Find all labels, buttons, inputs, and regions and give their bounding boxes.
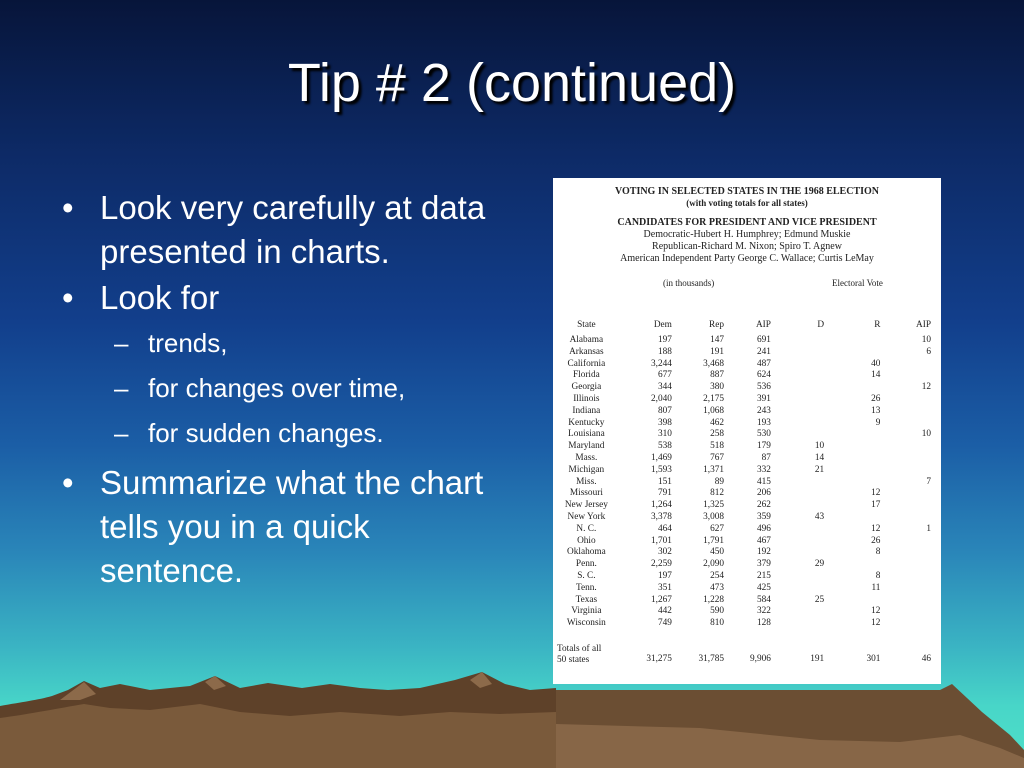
candidates-title: CANDIDATES FOR PRESIDENT AND VICE PRESIDENT [617, 217, 877, 228]
value-cell: 530 [757, 429, 771, 440]
value-cell [824, 429, 880, 441]
value-cell [771, 524, 824, 536]
totals-cell: 46 [921, 654, 931, 665]
value-cell: 9 [875, 417, 881, 428]
value-cell: 538 [657, 441, 672, 452]
value-cell: 179 [757, 441, 771, 452]
value-cell: 14 [871, 370, 881, 381]
value-cell: 584 [757, 594, 771, 605]
totals-label [553, 644, 620, 666]
value-cell: 17 [871, 500, 881, 511]
value-cell [771, 500, 824, 512]
document-heading: VOTING IN SELECTED STATES IN THE 1968 ELECTION [614, 186, 880, 197]
value-cell [880, 441, 941, 453]
value-cell [880, 370, 941, 382]
value-cell [771, 583, 824, 595]
value-cell [880, 571, 941, 583]
value-cell: 13 [871, 405, 881, 416]
table-row [553, 406, 941, 418]
table-row [553, 606, 941, 618]
value-cell [771, 370, 824, 382]
value-cell [824, 512, 880, 524]
table-row [553, 512, 941, 524]
value-cell: 1,791 [703, 535, 725, 546]
value-cell: 536 [757, 382, 771, 393]
value-cell: 2,175 [703, 393, 725, 404]
table-row [553, 618, 941, 630]
value-cell: 8 [875, 547, 881, 558]
value-cell: 7 [926, 476, 931, 487]
table-row [553, 465, 941, 477]
value-cell: 442 [657, 606, 672, 617]
value-cell [771, 394, 824, 406]
state-cell: Michigan [568, 464, 605, 475]
value-cell: 344 [657, 382, 672, 393]
bullet-item [58, 276, 498, 320]
totals-cell: 191 [810, 654, 825, 665]
electoral-vote-label: Electoral Vote [832, 278, 883, 288]
state-cell: Wisconsin [566, 618, 606, 629]
value-cell: 10 [921, 335, 931, 345]
state-cell: Mass. [575, 452, 598, 463]
value-cell: 302 [657, 547, 672, 558]
value-cell [824, 453, 880, 465]
value-cell: 10 [921, 429, 931, 440]
value-cell: 12 [871, 606, 881, 617]
value-cell: 807 [657, 405, 672, 416]
sub-bullet-item [58, 371, 498, 405]
value-cell [880, 453, 941, 465]
bullet-text: Summarize what the chart tells you in a quick sentence. [100, 464, 484, 589]
totals-label-line: 50 states [557, 654, 590, 665]
value-cell: 1,593 [650, 464, 672, 475]
value-cell: 197 [657, 570, 672, 581]
bullet-item [58, 186, 498, 274]
bullet-text: Look very carefully at data presented in charts. [100, 189, 486, 270]
value-cell: 197 [657, 335, 672, 345]
value-cell [880, 595, 941, 607]
value-cell: 12 [871, 618, 881, 629]
value-cell [880, 359, 941, 371]
value-cell [771, 418, 824, 430]
value-cell: 691 [757, 335, 771, 345]
value-cell: 3,378 [650, 511, 672, 522]
value-cell [824, 441, 880, 453]
value-cell: 151 [657, 476, 672, 487]
state-cell: Oklahoma [567, 547, 606, 558]
value-cell [771, 606, 824, 618]
totals-cell: 301 [866, 654, 881, 665]
value-cell: 473 [710, 582, 725, 593]
value-cell [880, 394, 941, 406]
value-cell: 3,468 [703, 358, 725, 369]
value-cell: 3,244 [650, 358, 672, 369]
value-cell: 188 [657, 346, 672, 357]
candidate-line: Democratic-Hubert H. Humphrey; Edmund Muskie [643, 229, 851, 240]
value-cell [824, 382, 880, 394]
table-row [553, 536, 941, 548]
value-cell [771, 571, 824, 583]
state-cell: Florida [572, 370, 600, 381]
value-cell [824, 559, 880, 571]
value-cell: 12 [871, 523, 881, 534]
value-cell [771, 618, 824, 630]
value-cell [880, 547, 941, 559]
value-cell: 467 [757, 535, 771, 546]
value-cell [880, 536, 941, 548]
value-cell: 10 [814, 441, 825, 452]
table-row [553, 359, 941, 371]
table-row [553, 382, 941, 394]
value-cell: 2,090 [703, 559, 725, 570]
bullet-list [58, 186, 498, 595]
table-row [553, 335, 941, 347]
state-cell: Indiana [572, 405, 601, 416]
sub-bullet-item [58, 326, 498, 360]
state-cell: Alabama [569, 335, 604, 345]
value-cell: 810 [710, 618, 725, 629]
value-cell: 25 [814, 594, 825, 605]
bullet-text: Look for [100, 279, 220, 316]
candidate-line: American Independent Party George C. Wallace; Curtis LeMay [620, 253, 874, 264]
totals-label-line: Totals of all [557, 643, 602, 654]
value-cell: 1 [926, 523, 931, 534]
table-row [553, 524, 941, 536]
value-cell: 21 [814, 464, 825, 475]
table-row [553, 453, 941, 465]
value-cell: 26 [871, 535, 881, 546]
state-cell: California [567, 358, 606, 369]
sub-bullet-text: for sudden changes. [148, 418, 384, 448]
value-cell: 43 [814, 511, 825, 522]
sub-bullet-mark: – [114, 328, 129, 358]
value-cell: 627 [710, 523, 725, 534]
value-cell: 191 [710, 346, 725, 357]
value-cell [880, 406, 941, 418]
bullet-mark: • [62, 279, 74, 316]
value-cell: 379 [757, 559, 771, 570]
value-cell [771, 429, 824, 441]
value-cell [880, 606, 941, 618]
sub-bullet-text: trends, [148, 328, 228, 358]
value-cell [771, 359, 824, 371]
value-cell: 3,008 [703, 511, 725, 522]
totals-cell: 31,275 [646, 654, 672, 665]
state-cell: New Jersey [564, 500, 608, 511]
slide-title: Tip # 2 (continued) [287, 53, 737, 113]
value-cell: 310 [657, 429, 672, 440]
value-cell: 2,040 [650, 393, 672, 404]
value-cell: 26 [871, 393, 881, 404]
value-cell: 14 [814, 452, 825, 463]
totals-cell: 9,906 [750, 654, 771, 665]
value-cell [880, 618, 941, 630]
column-header: State [577, 320, 596, 330]
value-cell: 1,469 [650, 452, 672, 463]
state-cell: Miss. [576, 476, 597, 487]
value-cell: 487 [757, 358, 771, 369]
table-row [553, 571, 941, 583]
value-cell [771, 536, 824, 548]
state-cell: Texas [575, 594, 598, 605]
table-row [553, 394, 941, 406]
value-cell: 241 [757, 346, 771, 357]
table-row [553, 583, 941, 595]
election-data-image [553, 178, 941, 684]
value-cell [880, 488, 941, 500]
value-cell [824, 335, 880, 347]
state-cell: Missouri [569, 488, 603, 499]
value-cell: 40 [871, 358, 881, 369]
value-cell: 677 [657, 370, 672, 381]
table-row [553, 429, 941, 441]
units-row [553, 278, 941, 292]
value-cell: 8 [875, 570, 881, 581]
value-cell [771, 382, 824, 394]
value-cell: 380 [710, 382, 725, 393]
units-label: (in thousands) [663, 278, 715, 288]
value-cell [771, 488, 824, 500]
column-header: AIP [755, 320, 771, 330]
value-cell: 243 [757, 405, 771, 416]
value-cell [771, 406, 824, 418]
value-cell: 6 [926, 346, 931, 357]
value-cell: 359 [757, 511, 771, 522]
column-header: AIP [916, 320, 931, 330]
state-cell: Maryland [568, 441, 605, 452]
table-row [553, 441, 941, 453]
value-cell: 624 [757, 370, 771, 381]
value-cell: 462 [710, 417, 725, 428]
value-cell: 12 [871, 488, 881, 499]
value-cell [824, 347, 880, 359]
spacer-row [553, 630, 941, 644]
table-row [553, 500, 941, 512]
state-cell: S. C. [577, 570, 596, 581]
value-cell: 1,264 [650, 500, 672, 511]
state-cell: Georgia [571, 382, 602, 393]
state-cell: Penn. [575, 559, 597, 570]
value-cell [880, 559, 941, 571]
bullet-mark: • [62, 464, 74, 501]
value-cell [880, 512, 941, 524]
totals-cell: 31,785 [698, 654, 725, 665]
candidate-line: Republican-Richard M. Nixon; Spiro T. Agnew [652, 241, 842, 252]
table-row [553, 559, 941, 571]
table-row [553, 547, 941, 559]
value-cell: 496 [757, 523, 771, 534]
table-row [553, 477, 941, 489]
state-cell: Ohio [577, 535, 596, 546]
value-cell: 322 [757, 606, 771, 617]
value-cell: 1,228 [703, 594, 725, 605]
value-cell: 791 [657, 488, 672, 499]
table-header-row [553, 315, 941, 335]
table-row [553, 418, 941, 430]
value-cell: 518 [710, 441, 725, 452]
state-cell: New York [567, 511, 606, 522]
state-cell: Kentucky [568, 417, 605, 428]
state-cell: Louisiana [568, 429, 605, 440]
value-cell: 254 [710, 570, 725, 581]
bullet-item [58, 461, 498, 593]
value-cell: 464 [657, 523, 672, 534]
value-cell: 2,259 [650, 559, 672, 570]
state-cell: Arkansas [569, 346, 604, 357]
column-header: D [817, 320, 825, 330]
value-cell: 215 [757, 570, 771, 581]
value-cell: 450 [710, 547, 725, 558]
value-cell [771, 477, 824, 489]
table-row [553, 347, 941, 359]
column-header: Rep [709, 320, 725, 330]
table-row [553, 595, 941, 607]
value-cell: 1,701 [650, 535, 672, 546]
value-cell [771, 547, 824, 559]
value-cell: 590 [710, 606, 725, 617]
value-cell: 398 [657, 417, 672, 428]
document-subheading: (with voting totals for all states) [686, 198, 808, 208]
value-cell: 1,068 [703, 405, 725, 416]
value-cell: 11 [871, 582, 881, 593]
value-cell: 767 [710, 452, 725, 463]
value-cell [880, 583, 941, 595]
state-cell: Virginia [571, 606, 602, 617]
value-cell: 425 [757, 582, 771, 593]
table-row [553, 488, 941, 500]
value-cell [880, 465, 941, 477]
value-cell: 887 [710, 370, 725, 381]
value-cell: 128 [757, 618, 771, 629]
value-cell: 749 [657, 618, 672, 629]
value-cell: 262 [757, 500, 771, 511]
value-cell: 1,267 [650, 594, 672, 605]
value-cell [824, 595, 880, 607]
value-cell [880, 418, 941, 430]
value-cell: 391 [757, 393, 771, 404]
column-header: R [874, 320, 881, 330]
sub-bullet-mark: – [114, 373, 129, 403]
value-cell: 415 [757, 476, 771, 487]
value-cell: 12 [921, 382, 931, 393]
value-cell: 332 [757, 464, 771, 475]
totals-row [553, 644, 941, 666]
value-cell [771, 347, 824, 359]
sub-bullet-text: for changes over time, [148, 373, 406, 403]
value-cell: 29 [814, 559, 825, 570]
value-cell: 147 [710, 335, 725, 345]
state-cell: Illinois [573, 393, 600, 404]
votes-table [553, 315, 941, 666]
value-cell [824, 465, 880, 477]
table-row [553, 370, 941, 382]
value-cell: 351 [657, 582, 672, 593]
state-cell: Tenn. [575, 582, 597, 593]
value-cell: 258 [710, 429, 725, 440]
value-cell: 206 [757, 488, 771, 499]
state-cell: N. C. [576, 523, 597, 534]
value-cell: 87 [761, 452, 771, 463]
value-cell: 812 [710, 488, 725, 499]
value-cell [824, 477, 880, 489]
value-cell: 1,371 [703, 464, 725, 475]
value-cell: 89 [714, 476, 725, 487]
value-cell: 192 [757, 547, 771, 558]
value-cell: 193 [757, 417, 771, 428]
value-cell: 1,325 [703, 500, 725, 511]
value-cell [880, 500, 941, 512]
bullet-mark: • [62, 189, 74, 226]
sub-bullet-mark: – [114, 418, 129, 448]
column-header: Dem [653, 320, 672, 330]
sub-bullet-item [58, 416, 498, 450]
value-cell [771, 335, 824, 347]
